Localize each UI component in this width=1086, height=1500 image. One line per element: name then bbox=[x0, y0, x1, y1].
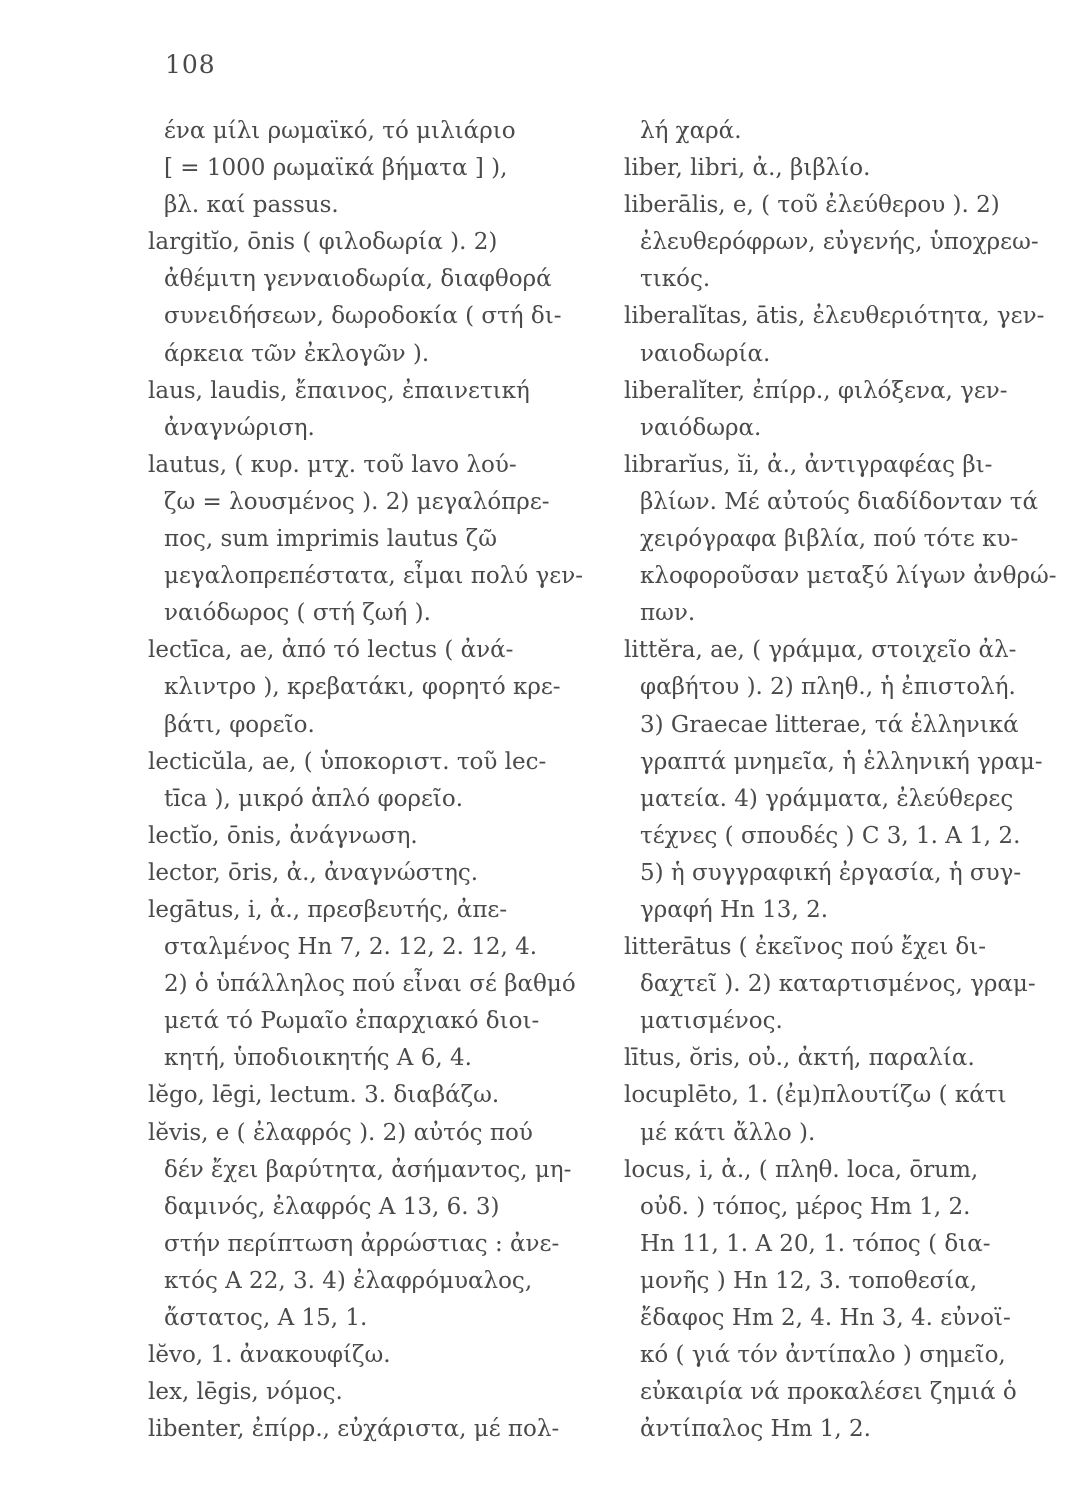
dictionary-entry: liberalĭtas, ātis, ἐλευθεριότητα, γεν- ναιοδωρία. bbox=[624, 303, 1045, 367]
dictionary-entry: lex, lēgis, νόμος. bbox=[148, 1379, 343, 1406]
dictionary-entry: largitĭo, ōnis ( φιλοδωρία ). 2) ἀθέμιτη γενναιοδωρία, διαφθορά συνειδήσεων, δωροδοκία ( στή δι- άρκεια τῶν ἐκλογῶν ). bbox=[148, 229, 562, 367]
dictionary-entry: locuplēto, 1. (ἐμ)πλουτίζω ( κάτι μέ κάτι ἄλλο ). bbox=[624, 1082, 1007, 1146]
dictionary-entry: liberalĭter, ἐπίρρ., φιλόξενα, γεν- ναιόδωρα. bbox=[624, 377, 1008, 441]
left-column bbox=[148, 113, 603, 1448]
dictionary-entry: lĕvis, e ( ἐλαφρός ). 2) αὐτός πού δέν ἔχει βαρύτητα, ἀσήμαντος, μη- δαμινός, ἐλαφρός A 13, 6. 3) στήν περίπτωση ἀρρώστιας : ἀνε- κτός A 22, 3. 4) ἐλαφρόμυαλος, ἄστατος, A 15, 1. bbox=[148, 1119, 572, 1331]
dictionary-entry: ένα μίλι ρωμαϊκό, τό μιλιάριο [ = 1000 ρωμαϊκά βήματα ] ), βλ. καί passus. bbox=[164, 118, 516, 219]
dictionary-entry: litterātus ( ἐκεῖνος πού ἔχει δι- δαχτεῖ ). 2) καταρτισμένος, γραμ- ματισμένος. bbox=[624, 934, 1036, 1035]
dictionary-entry: legātus, i, ἀ., πρεσβευτής, ἀπε- σταλμένος Hn 7, 2. 12, 2. 12, 4. 2) ὁ ὑπάλληλος πού εἶναι σέ βαθμό μετά τό Ρωμαῖο ἐπαρχιακό διοι- κητή, ὑποδιοικητής A 6, 4. bbox=[148, 896, 576, 1072]
dictionary-entry: lĕgo, lēgi, lectum. 3. διαβάζω. bbox=[148, 1082, 500, 1109]
dictionary-entry: lītus, ŏris, οὐ., ἀκτή, παραλία. bbox=[624, 1045, 975, 1072]
page-number: 108 bbox=[165, 50, 216, 79]
dictionary-entry: lectīca, ae, ἀπό τό lectus ( ἀνά- κλιντρο ), κρεβατάκι, φορητό κρε- βάτι, φορεῖο. bbox=[148, 637, 561, 738]
dictionary-entry: lĕvo, 1. ἀνακουφίζω. bbox=[148, 1342, 391, 1369]
dictionary-entry: liber, libri, ἀ., βιβλίο. bbox=[624, 155, 871, 182]
dictionary-entry: locus, i, ἀ., ( πληθ. loca, ōrum, οὐδ. ) τόπος, μέρος Hm 1, 2. Hn 11, 1. A 20, 1. τόπος ( δια- μονῆς ) Hn 12, 3. τοποθεσία, ἔδαφος Hm 2, 4. Hn 3, 4. εὐνοϊ- κό ( γιά τόν ἀντίπαλο ) σημεῖο, εὐκαιρία νά προκαλέσει ζημιά ὁ ἀντίπαλος Hm 1, 2. bbox=[624, 1156, 1017, 1443]
dictionary-entry: lecticŭla, ae, ( ὑποκοριστ. τοῦ lec- tīca ), μικρό ἁπλό φορεῖο. bbox=[148, 748, 547, 812]
dictionary-entry: libenter, ἐπίρρ., εὐχάριστα, μέ πολ- bbox=[148, 1416, 560, 1443]
dictionary-entry: lectĭo, ōnis, ἀνάγνωση. bbox=[148, 822, 418, 849]
dictionary-entry: λή χαρά. bbox=[640, 118, 742, 144]
dictionary-entry: laus, laudis, ἔπαινος, ἐπαινετική ἀναγνώριση. bbox=[148, 377, 530, 441]
dictionary-entry: liberālis, e, ( τοῦ ἐλεύθερου ). 2) ἐλευθερόφρων, εὐγενής, ὑποχρεω- τικός. bbox=[624, 192, 1039, 293]
dictionary-entry: librarĭus, ĭi, ἀ., ἀντιγραφέας βι- βλίων. Μέ αὐτούς διαδίδονταν τά χειρόγραφα βιβλία, πού τότε κυ- κλοφοροῦσαν μεταξύ λίγων ἀνθρώ- πων. bbox=[624, 451, 1057, 627]
dictionary-entry: littĕra, ae, ( γράμμα, στοιχεῖο ἀλ- φαβήτου ). 2) πληθ., ἡ ἐπιστολή. 3) Graecae litterae, τά ἑλληνικά γραπτά μνημεῖα, ἡ ἑλληνική γραμ- ματεία. 4) γράμματα, ἐλεύθερες τέχνες ( σπουδές ) C 3, 1. A 1, 2. 5) ἡ συγγραφική ἐργασία, ἡ συγ- γραφή Hn 13, 2. bbox=[624, 637, 1043, 923]
dictionary-entry: lector, ōris, ἀ., ἀναγνώστης. bbox=[148, 859, 479, 886]
dictionary-entry: lautus, ( κυρ. μτχ. τοῦ lavo λού- ζω = λουσμένος ). 2) μεγαλόπρε- πος, sum imprimis lautus ζῶ μεγαλοπρεπέστατα, εἶμαι πολύ γεν- ναιόδωρος ( στή ζωή ). bbox=[148, 451, 583, 627]
right-column bbox=[624, 113, 1069, 1448]
